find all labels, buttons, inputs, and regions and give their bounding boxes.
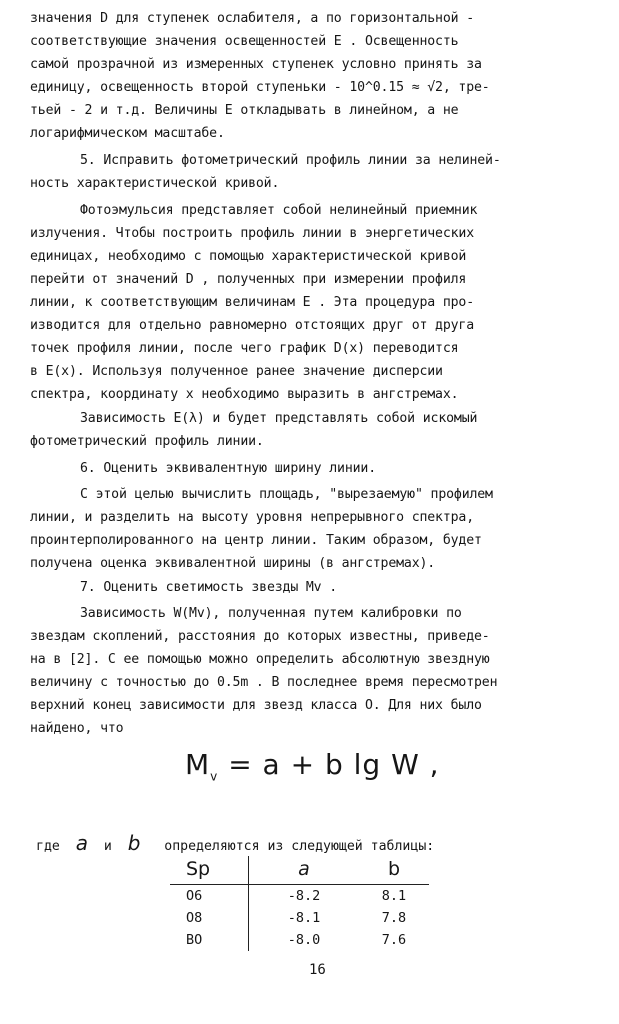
text-line: линии, и разделить на высоту уровня непрерывного спектра, (30, 510, 475, 525)
text-line: соответствующие значения освещенностей E . Освещенность (30, 34, 459, 49)
text-line: логарифмическом масштабе. (30, 126, 225, 141)
table-cell-a: -8.0 (287, 932, 321, 948)
text-line: точек профиля линии, после чего график D(x) переводится (30, 341, 459, 356)
table-cell-sp: O6 (170, 885, 249, 908)
table-cell-sp: O8 (170, 907, 249, 929)
where-a: a (75, 831, 88, 855)
section-heading-6: 6. Оценить эквивалентную ширину линии. (80, 461, 377, 476)
where-line (36, 832, 434, 858)
formula-mv (185, 748, 440, 784)
formula-lhs-subscript: v (210, 769, 219, 784)
where-and: и (103, 839, 112, 854)
table-cell-a: -8.1 (287, 910, 321, 926)
text-line: спектра, координату x необходимо выразить в ангстремах. (30, 387, 459, 402)
table-cell-a: -8.2 (287, 888, 321, 904)
text-line: на в [2]. С ее помощью можно определить абсолютную звездную (30, 652, 490, 667)
table-cell-b: 7.8 (381, 910, 407, 926)
text-line: линии, к соответствующим величинам E . Эта процедура про- (30, 295, 475, 310)
text-line: верхний конец зависимости для звезд класса O. Для них было (30, 698, 482, 713)
table-row (170, 907, 429, 929)
text-line: изводится для отдельно равномерно отстоящих друг от друга (30, 318, 475, 333)
section-heading-7: 7. Оценить светимость звезды Mv . (80, 580, 338, 595)
paragraph-start: Зависимость W(Mv), полученная путем калибровки по (80, 606, 462, 621)
text-line: получена оценка эквивалентной ширины (в ангстремах). (30, 556, 436, 571)
text-line: проинтерполированного на центр линии. Таким образом, будет (30, 533, 482, 548)
text-line: в E(x). Используя полученное ранее значение дисперсии (30, 364, 443, 379)
text-line: единицах, необходимо с помощью характеристической кривой (30, 249, 467, 264)
text-line: ность характеристической кривой. (30, 176, 280, 191)
table-cell-b: 7.6 (381, 932, 407, 948)
table-header-b: b (387, 858, 401, 880)
paragraph-start: С этой целью вычислить площадь, "вырезаемую" профилем (80, 487, 493, 502)
formula-lhs: M (185, 748, 211, 781)
text-line: излучения. Чтобы построить профиль линии в энергетических (30, 226, 475, 241)
table-header-sp: Sp (170, 856, 249, 885)
where-prefix: где (36, 839, 60, 854)
table-header-row (170, 856, 429, 885)
table-cell-b: 8.1 (381, 888, 407, 904)
text-line: величину с точностью до 0.5m . В последнее время пересмотрен (30, 675, 498, 690)
text-line: единицу, освещенность второй ступеньки - 10^0.15 ≈ √2, тре- (30, 80, 490, 95)
text-line: тьей - 2 и т.д. Величины E откладывать в линейном, а не (30, 103, 459, 118)
table-row (170, 885, 429, 908)
table-header-a: a (298, 858, 310, 880)
table-row (170, 929, 429, 951)
paragraph-start: Фотоэмульсия представляет собой нелинейный приемник (80, 203, 478, 218)
where-b: b (127, 831, 141, 855)
text-line: найдено, что (30, 721, 124, 736)
text-line: значения D для ступенек ослабителя, а по горизонтальной - (30, 11, 475, 26)
text-line: перейти от значений D , полученных при измерении профиля (30, 272, 467, 287)
coefficient-table (170, 856, 429, 951)
page-number: 16 (309, 962, 326, 978)
formula-rhs: = a + b lg W , (228, 748, 440, 781)
section-heading-5: 5. Исправить фотометрический профиль линии за нелиней- (80, 153, 501, 168)
table-cell-sp: BO (170, 929, 249, 951)
text-line: самой прозрачной из измеренных ступенек условно принять за (30, 57, 482, 72)
where-suffix: определяются из следующей таблицы: (164, 839, 435, 854)
text-line: фотометрический профиль линии. (30, 434, 264, 449)
text-line: звездам скоплений, расстояния до которых известны, приведе- (30, 629, 490, 644)
paragraph-start: Зависимость E(λ) и будет представлять собой искомый (80, 411, 478, 426)
